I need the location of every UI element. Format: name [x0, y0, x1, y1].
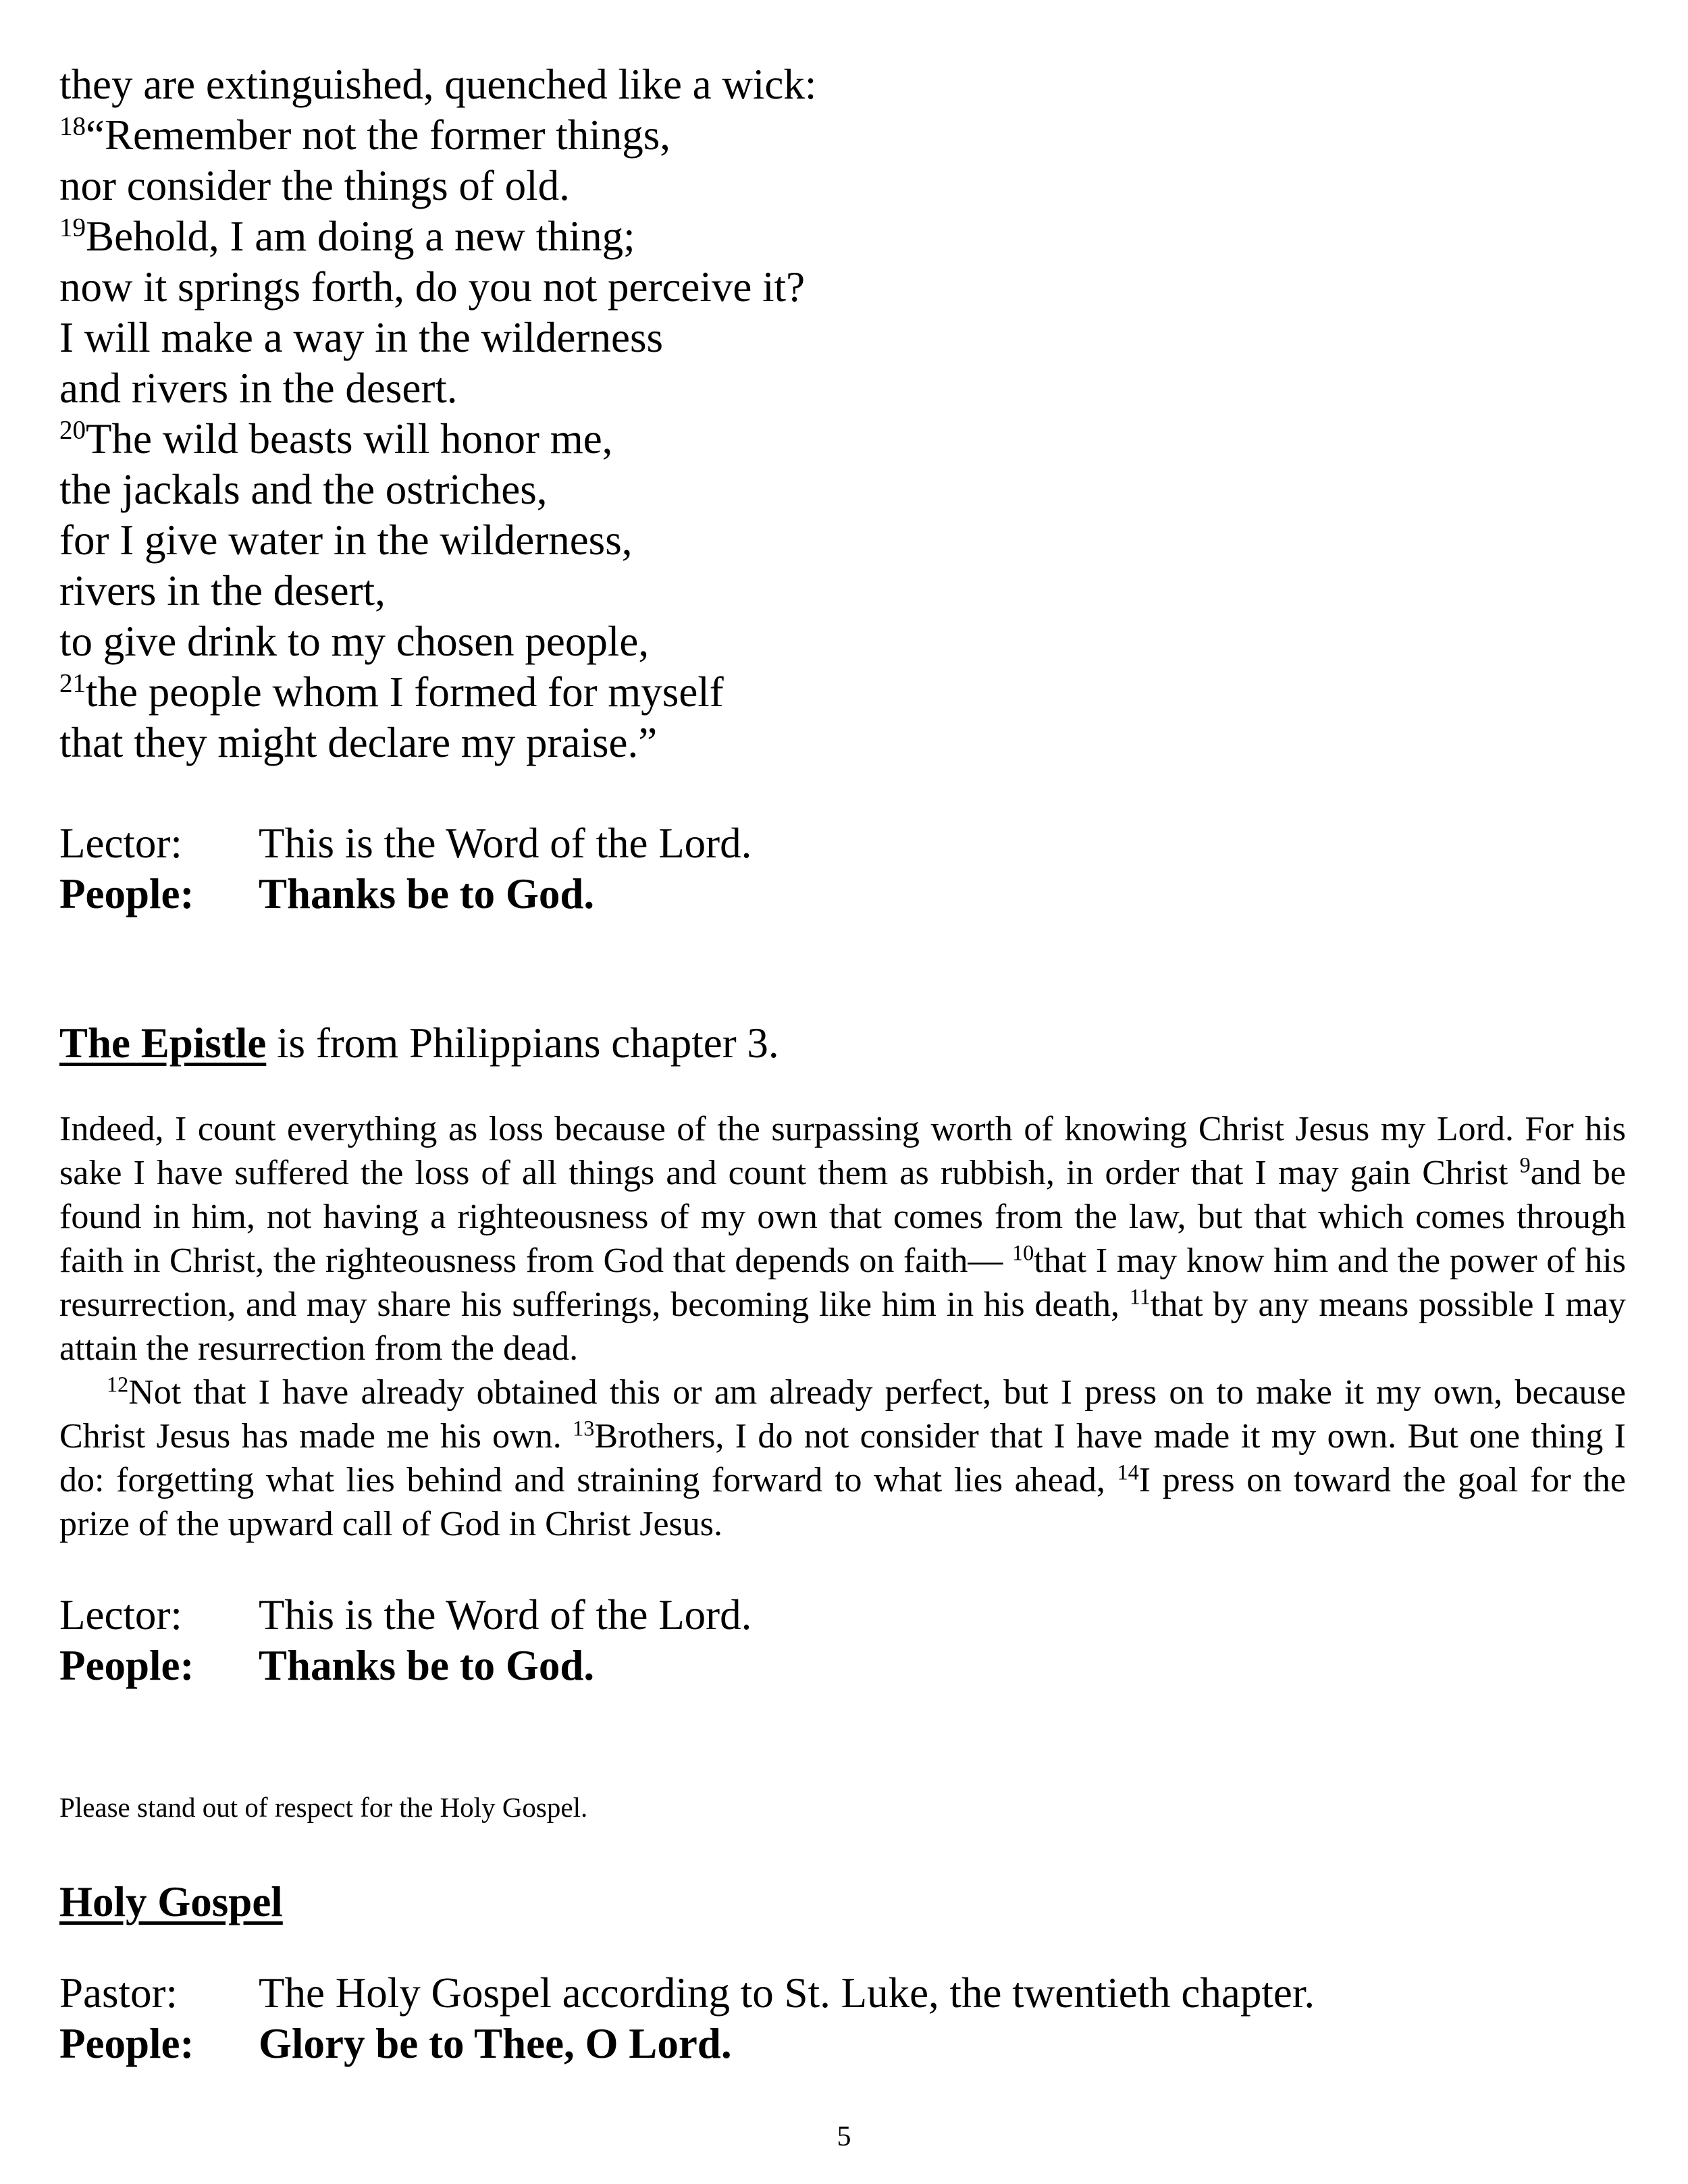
poem-line: rivers in the desert, [59, 567, 386, 614]
poem-line: to give drink to my chosen people, [59, 618, 650, 665]
epistle-source: is from Philippians chapter 3. [266, 1019, 779, 1067]
people-label: People: [59, 1642, 194, 1689]
lector-line [59, 818, 1612, 869]
response-epistle [59, 1590, 1612, 1691]
epistle-heading [59, 1018, 779, 1069]
page-number: 5 [837, 2121, 851, 2152]
poem-line: $^{20}$The wild beasts will honor me, [59, 415, 613, 462]
people-text: Thanks be to God. [259, 1642, 595, 1689]
people-label: People: [59, 2020, 194, 2067]
pastor-line [59, 1968, 1612, 2019]
stand-instruction: Please stand out of respect for the Holy Gospel. [59, 1792, 588, 1823]
poem-line: $^{21}$the people whom I formed for myself [59, 668, 724, 716]
people-line [59, 869, 1612, 920]
lector-label: Lector: [59, 1591, 182, 1639]
epistle-reading [59, 1107, 1626, 1546]
verse-number: 9 [1519, 1152, 1531, 1177]
verse-number: 19 [59, 213, 86, 242]
people-line [59, 2019, 1612, 2069]
lector-text: This is the Word of the Lord. [259, 1591, 752, 1639]
verse-number: 11 [1129, 1284, 1151, 1309]
people-text: Glory be to Thee, O Lord. [259, 2020, 732, 2067]
gospel-title: Holy Gospel [59, 1878, 283, 1925]
poem-line: for I give water in the wilderness, [59, 516, 633, 564]
epistle-paragraph: $^{12}$Not that I have already obtained this or am already perfect, but I press on to make it my own, because Christ Jesus has made me his own. $^{13}$Brothers, I do not consider that I have made it my own. But one thing I do: forgetting what lies behind and straining forward to what lies ahead, $^{14}$I press on toward the goal for the prize of the upward call of God in Christ Jesus. [59, 1372, 1627, 1543]
lector-text: This is the Word of the Lord. [259, 820, 752, 867]
verse-number: 12 [107, 1372, 129, 1397]
epistle-paragraph: Indeed, I count everything as loss because of the surpassing worth of knowing Christ Jesus my Lord. For his sake I have suffered the loss of all things and count them as rubbish, in order that I may gain Christ $^9$and be found in him, not having a righteousness of my own that comes from the law, but that which comes through faith in Christ, the righteousness from God that depends on faith— $^{10}$that I may know him and the power of his resurrection, and may share his sufferings, becoming like him in his death, $^{11}$that by any means possible I may attain the resurrection from the dead. [59, 1110, 1626, 1368]
pastor-text: The Holy Gospel according to St. Luke, the twentieth chapter. [259, 1969, 1315, 2017]
epistle-title: The Epistle [59, 1019, 267, 1067]
verse-number: 10 [1012, 1240, 1034, 1265]
verse-number: 13 [573, 1416, 595, 1441]
poem-line: $^{18}$“Remember not the former things, [59, 111, 671, 159]
verse-number: 20 [59, 415, 86, 445]
poem-line: now it springs forth, do you not perceive it? [59, 263, 806, 311]
poem-line: and rivers in the desert. [59, 365, 458, 412]
response-first-reading [59, 818, 1612, 920]
people-text: Thanks be to God. [259, 870, 595, 917]
verse-number: 21 [59, 668, 86, 698]
verse-number: 14 [1117, 1460, 1139, 1485]
poem-line: $^{19}$Behold, I am doing a new thing; [59, 213, 635, 260]
poem-line: nor consider the things of old. [59, 162, 570, 209]
people-line [59, 1641, 1612, 1691]
isaiah-reading [59, 59, 1140, 768]
poem-line: that they might declare my praise.” [59, 719, 658, 766]
response-gospel [59, 1968, 1612, 2069]
pastor-label: Pastor: [59, 1969, 178, 2017]
gospel-heading [59, 1877, 283, 1927]
poem-line: the jackals and the ostriches, [59, 466, 548, 513]
people-label: People: [59, 870, 194, 917]
poem-line: they are extinguished, quenched like a wick: [59, 61, 817, 108]
verse-number: 18 [59, 111, 86, 141]
lector-label: Lector: [59, 820, 182, 867]
poem-line: I will make a way in the wilderness [59, 314, 663, 361]
lector-line [59, 1590, 1612, 1641]
